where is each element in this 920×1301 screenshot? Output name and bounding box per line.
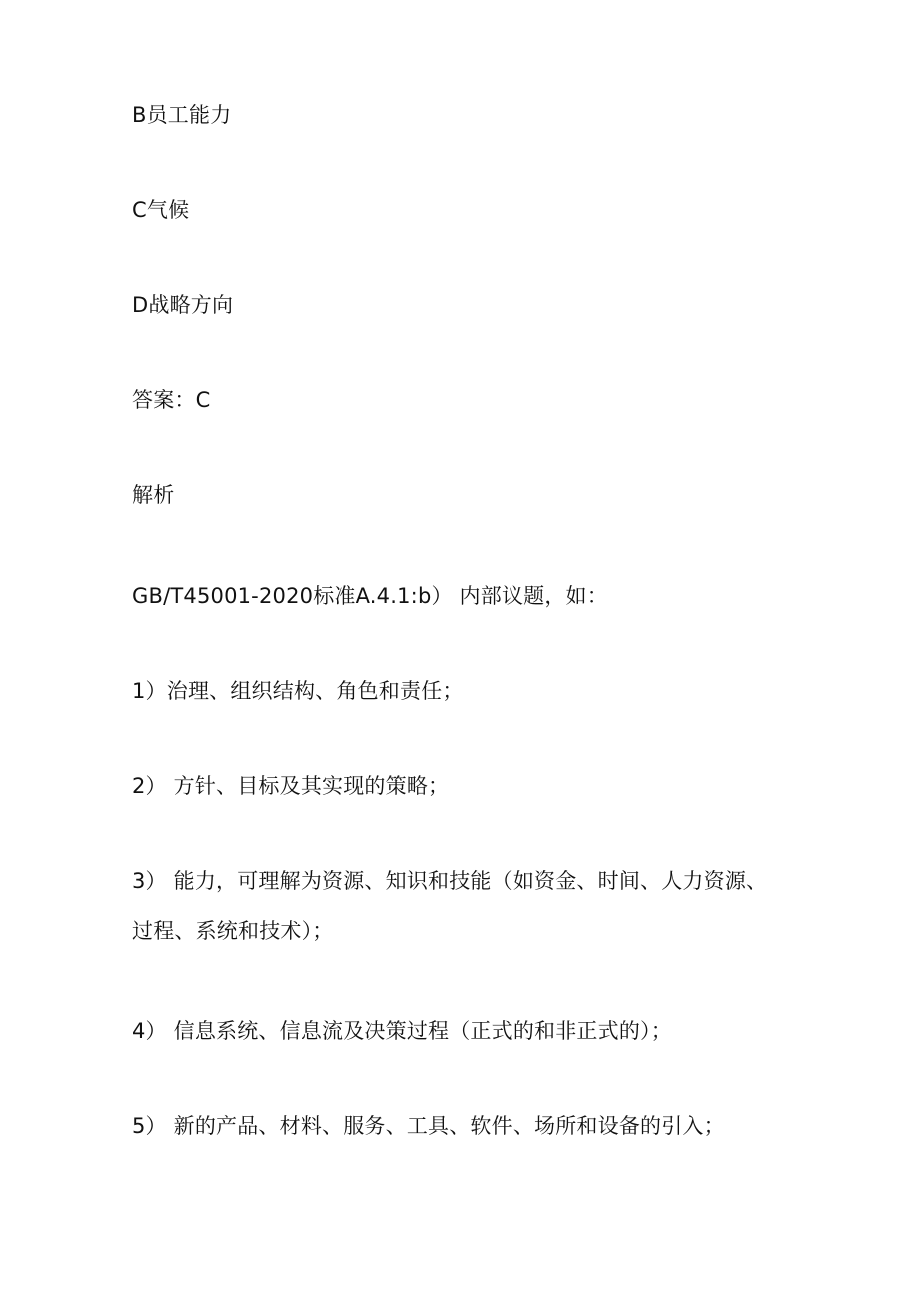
list-item-3: 3） 能力，可理解为资源、知识和技能（如资金、时间、人力资源、 [132, 869, 768, 893]
list-item-4: 4） 信息系统、信息流及决策过程（正式的和非正式的）； [132, 1019, 672, 1043]
list-item-2: 2） 方针、目标及其实现的策略； [132, 774, 450, 798]
standard-intro: GB/T45001-2020标准A.4.1:b） 内部议题，如： [132, 584, 608, 608]
option-b: B员工能力 [132, 103, 232, 127]
option-d: D战略方向 [132, 293, 234, 317]
answer: 答案：C [132, 388, 211, 412]
list-item-1: 1）治理、组织结构、角色和责任； [132, 679, 464, 703]
analysis-heading: 解析 [132, 483, 175, 507]
list-item-3-continued: 过程、系统和技术）； [132, 919, 334, 943]
option-c: C气候 [132, 198, 190, 222]
list-item-5: 5） 新的产品、材料、服务、工具、软件、场所和设备的引入； [132, 1114, 725, 1138]
